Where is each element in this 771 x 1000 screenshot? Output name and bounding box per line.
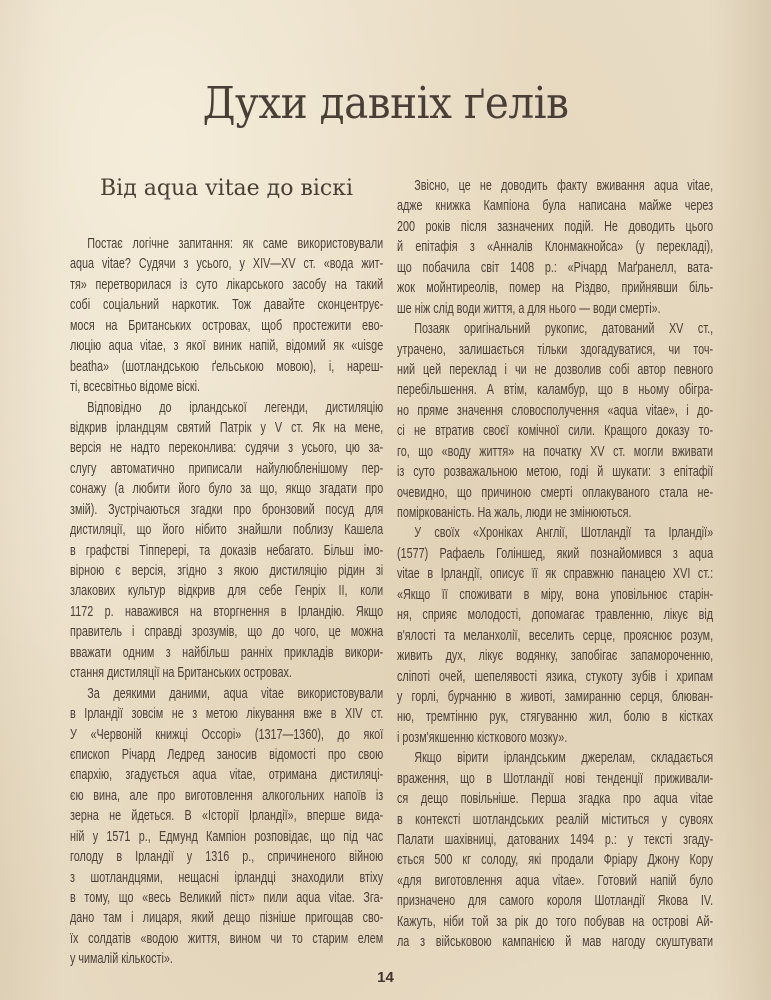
text-line: в'ялості та меланхолії, веселить серце, прояснює розум,: [397, 626, 714, 644]
text-line: сі не втратив своєї комічної сили. Кращого доказу то-: [397, 422, 714, 440]
text-line: Позаяк оригінальний рукопис, датований XV ст.,: [414, 320, 714, 338]
text-line: в Ірландії зовсім не з метою лікування вже в XIV ст.: [70, 705, 384, 723]
text-line: версія не надто переконлива: судячи з усього, цю за-: [70, 439, 384, 457]
paragraph: [70, 398, 383, 684]
text-line: злакових культур відкрив для себе Генріх II, коли: [70, 582, 384, 600]
text-line: правитель і справді зрозумів, що до чого, це можна: [70, 623, 384, 641]
text-line: поміркованість. На жаль, люди не змінюються.: [397, 504, 632, 521]
text-line: За деякими даними, aqua vitae використовували: [87, 684, 384, 702]
text-line: єпископ Річард Ледред заносив відомості про свою: [70, 745, 384, 763]
text-line: голоду в Ірландії у 1316 р., спричиненого війною: [70, 848, 384, 866]
text-line: aqua vitae? Судячи з усього, у XIV—XV ст. «вода жит-: [70, 255, 384, 273]
text-line: в тому, що «весь Великий піст» пили aqua vitae. Зга-: [70, 889, 384, 906]
text-line: зерна не йдеться. В «Історії Ірландії», вперше вида-: [70, 807, 384, 825]
text-line: призначено для самого короля Шотландії Якова IV.: [397, 892, 714, 910]
text-line: їх солдатів «водою життя, вином чи то старим елем: [70, 929, 384, 947]
text-line: із суто розважальною метою, годі й шукати: з епітафії: [397, 463, 714, 481]
text-line: Постає логічне запитання: як саме використовували: [87, 235, 384, 252]
text-line: дистиляції, що його нібито знайшли поблизу Кашела: [70, 521, 384, 539]
page-number: 14: [377, 969, 394, 986]
text-line: єпархію, згадується aqua vitae, отримана дистиляці-: [70, 766, 384, 784]
text-line: в графстві Тіпперері, та доказів небагато. Більш імо-: [70, 541, 384, 559]
text-line: слугу автоматично приписали найулюбленішому пер-: [70, 459, 384, 477]
text-line: змій). Зустрічаються згадки про бронзовий посуд для: [70, 500, 384, 518]
text-line: живить дух, лікує водянку, запобігає запамороченню,: [397, 647, 714, 665]
text-line: ню, тремтінню рук, стягуванню жил, болю в кістках: [397, 708, 714, 726]
text-line: тя» перетворилася із суто лікарського засобу на такий: [70, 275, 384, 293]
text-line: Відповідно до ірландської легенди, дистиляцію: [87, 398, 384, 416]
text-line: «для виготовлення aqua vitae». Готовий напій було: [397, 871, 714, 889]
text-line: vitae в Ірландії, описує її як справжню панацею XVI ст.:: [397, 565, 714, 583]
text-line: в контексті шотландських реалій міститься у сувоях: [397, 810, 714, 828]
text-line: ний цей переклад і чи не дозволив собі автор певного: [397, 360, 714, 378]
text-line: і розм'якшенню кісткового мозку».: [397, 728, 568, 746]
text-line: го, що «воду життя» на початку XV ст. могли вживати: [397, 442, 714, 460]
paragraph: [397, 523, 713, 748]
text-line: ла з військовою кампанією й мав нагоду скуштувати: [397, 933, 714, 951]
text-line: адже книжка Кампіона була написана майже через: [397, 197, 714, 215]
text-line: жок мойнтиреолів, помер на Різдво, прийнявши біль-: [397, 279, 714, 297]
text-line: й епітафія з «Анналів Клонмакнойса» (у перекладі),: [397, 238, 714, 256]
text-line: ній у 1571 р., Едмунд Кампіон розповідає, що під час: [70, 827, 384, 845]
text-line: но пряме значення словосполучення «aqua vitae», і до-: [397, 401, 714, 419]
paragraph: [70, 684, 383, 970]
text-line: ся дещо повільніше. Перша згадка про aqua vitae: [397, 790, 714, 808]
text-line: вірною є версія, згідно з якою дистиляцію рідин зі: [70, 562, 384, 579]
text-line: з шотландцями, нещасні ірландці знаходили втіху: [70, 868, 384, 886]
right-column: [397, 176, 713, 953]
text-line: люцію aqua vitae, з якої виник напій, відомий як «uisge: [70, 337, 384, 355]
paragraph: [397, 176, 713, 319]
text-line: У своїх «Хроніках Англії, Шотландії та Ірландії»: [414, 524, 714, 542]
text-line: Кажуть, ніби той за рік до того побував на острові Ай-: [397, 912, 714, 930]
text-line: відкрив ірландцям святий Патрік у V ст. Як на мене,: [70, 418, 384, 436]
text-line: 1172 р. наважився на вторгнення в Ірландію. Якщо: [70, 602, 384, 620]
text-line: що побачила світ 1408 р.: «Річард Маґранелл, вата-: [397, 258, 714, 276]
text-line: Палати шахівниці, датованих 1494 р.: у тексті згаду-: [397, 831, 714, 848]
text-line: Якщо вірити ірландським джерелам, складається: [414, 749, 714, 767]
text-line: Звісно, це не доводить факту вживання aqua vitae,: [414, 177, 714, 194]
text-line: очевидно, що причиною смерті оплакуваного стала не-: [397, 483, 714, 501]
text-line: У «Червоній книжці Оссорі» (1317—1360), до якої: [70, 725, 384, 743]
left-column: [70, 234, 383, 970]
text-line: ше ніж слід води життя, а для нього — води смерті».: [397, 299, 661, 317]
text-line: ється 500 кг солоду, які продали Фріару Джону Кору: [397, 851, 714, 869]
text-line: вважати одним з найбільш ранніх прикладів викори-: [70, 643, 384, 661]
text-line: у чималій кількості».: [70, 950, 173, 968]
text-line: сліпоті очей, шепелявості язика, стукоту зубів і хрипам: [397, 667, 714, 685]
paragraph: [397, 748, 713, 952]
paragraph: [397, 319, 713, 523]
text-line: 200 років після зазначених подій. Не доводить цього: [397, 217, 714, 235]
text-line: (1577) Рафаель Голіншед, який познайомився з aqua: [397, 544, 714, 562]
chapter-title: Духи давніх ґелів: [202, 78, 569, 129]
text-line: стання дистиляції на Британських островах.: [70, 664, 292, 682]
text-line: мося на Британських островах, щоб простежити ево-: [70, 316, 384, 334]
paragraph: [70, 234, 383, 398]
text-line: перебільшення. А втім, каламбур, що в ньому обігра-: [397, 381, 714, 399]
text-line: собі соціальний наркотик. Тож давайте сконцентрує-: [70, 296, 384, 314]
text-line: ня, сприяє молодості, допомагає травленню, лікує від: [397, 606, 714, 624]
text-line: утрачено, залишається тільки здогадуватися, чи точ-: [397, 340, 714, 358]
text-line: єю вина, але про виготовлення алкогольних напоїв із: [70, 786, 384, 804]
text-line: у горлі, бурчанню в животі, замиранню серця, блюван-: [397, 687, 714, 705]
section-heading: Від aqua vitae до віскі: [100, 176, 353, 201]
text-line: сонажу (а любити його було за що, якщо згадати про: [70, 480, 384, 498]
text-line: «Якщо її споживати в міру, вона уповільнює старін-: [397, 585, 714, 603]
text-line: враження, що в Шотландії нові тенденції приживали-: [397, 769, 714, 787]
text-line: beatha» (шотландською ґельською мовою), і, нареш-: [70, 357, 384, 375]
text-line: дано там і лицаря, який дещо пізніше пригощав сво-: [70, 909, 384, 927]
text-line: ті, всесвітньо відоме віскі.: [70, 378, 200, 396]
